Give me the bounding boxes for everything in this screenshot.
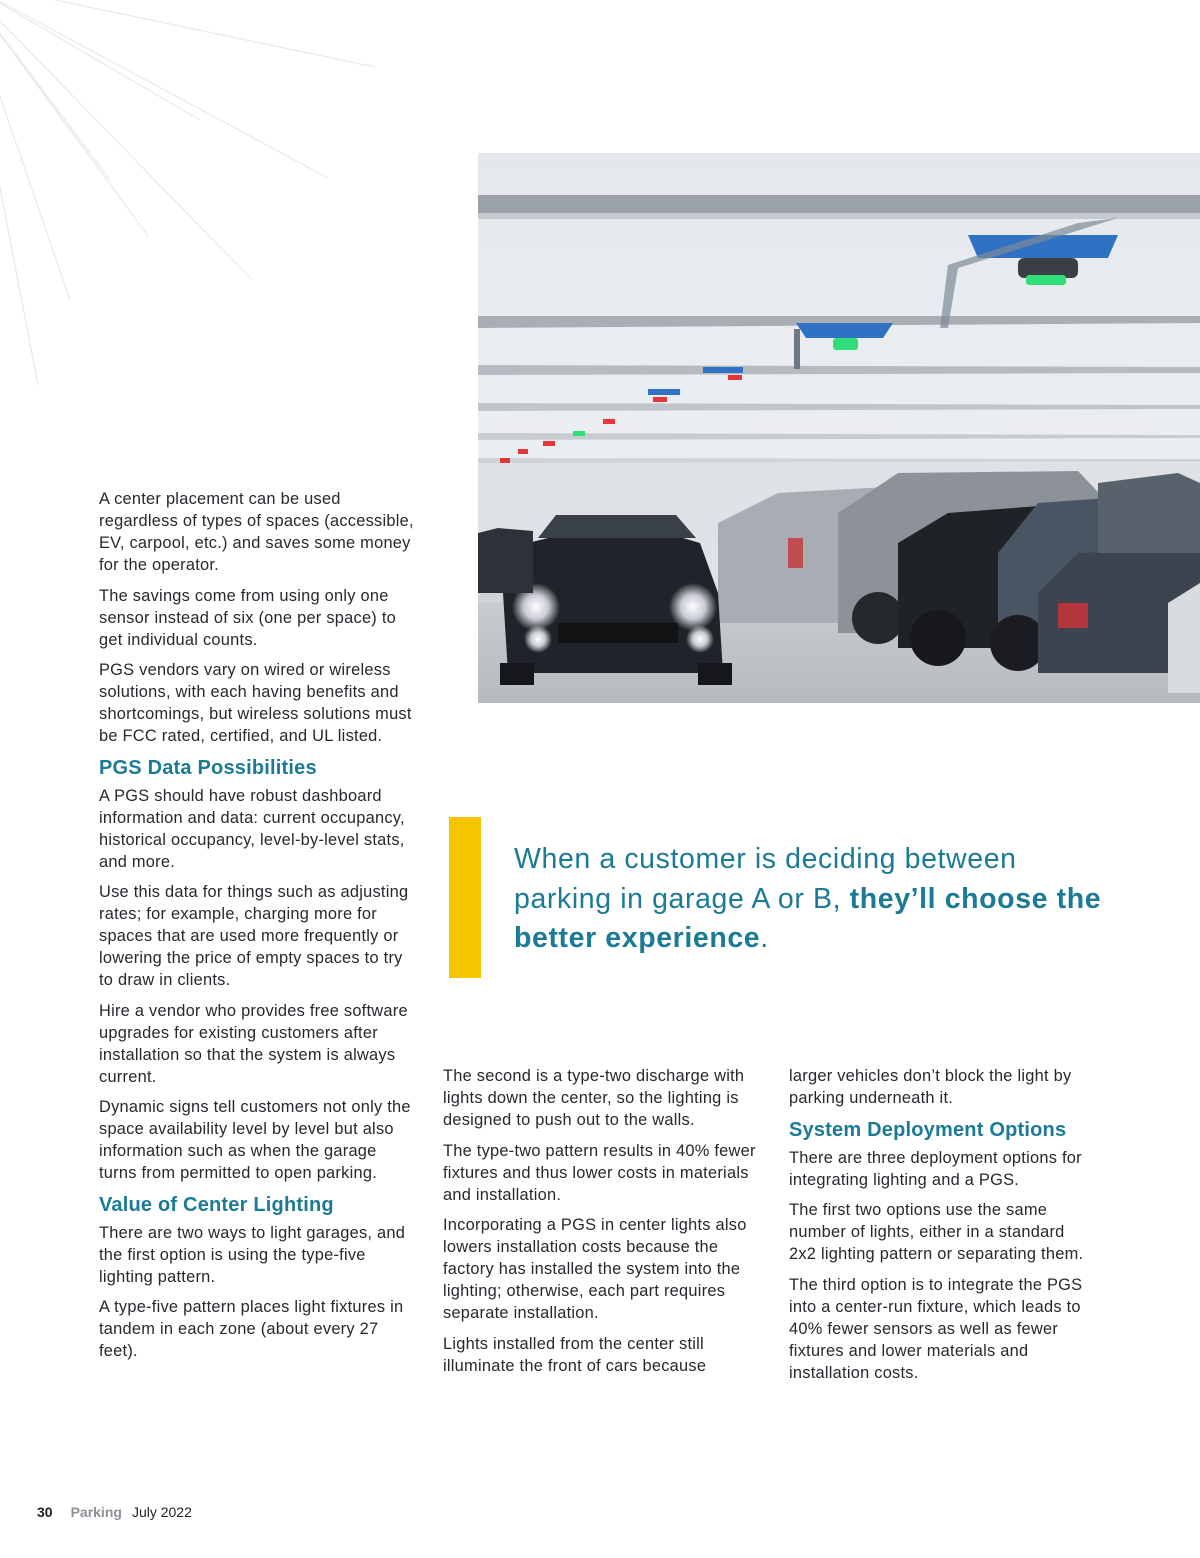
section-heading-deployment: System Deployment Options	[789, 1118, 1067, 1141]
magazine-name: Parking	[70, 1504, 122, 1520]
paragraph: Incorporating a PGS in center lights also lowers installation costs because the factory has installed the system into the lighting; otherwise, each part requires separate installation.	[443, 1216, 747, 1322]
pullquote-text: When a customer is deciding between parking in garage A or B,	[514, 843, 1017, 915]
pullquote	[514, 840, 1114, 959]
parking-garage-photo	[478, 153, 1200, 703]
paragraph: Lights installed from the center still illuminate the front of cars because	[443, 1334, 707, 1375]
paragraph: The first two options use the same number of lights, either in a standard 2x2 lighting pattern or separating them.	[789, 1201, 1084, 1263]
issue-date: July 2022	[131, 1504, 192, 1520]
page-footer	[37, 1502, 192, 1522]
pullquote-accent-bar	[449, 817, 481, 978]
paragraph: The second is a type-two discharge with lights down the center, so the lighting is designed to push out to the walls.	[443, 1067, 745, 1129]
pullquote-emphasis: they’ll choose the better experience	[514, 882, 1102, 954]
paragraph: There are two ways to light garages, and the first option is using the type-five lighting pattern.	[99, 1223, 406, 1286]
left-column	[99, 488, 414, 1371]
paragraph: The third option is to integrate the PGS into a center-run fixture, which leads to 40% fewer sensors as well as fewer fixtures and lower materials and installation costs.	[789, 1275, 1083, 1382]
paragraph: A center placement can be used regardless of types of spaces (accessible, EV, carpool, etc.) and saves some money for the operator.	[99, 490, 414, 574]
paragraph: larger vehicles don’t block the light by parking underneath it.	[789, 1067, 1072, 1107]
decorative-rays	[0, 0, 400, 400]
paragraph: The type-two pattern results in 40% fewer fixtures and thus lower costs in materials and installation.	[443, 1141, 756, 1204]
section-heading-center-lighting: Value of Center Lighting	[99, 1193, 334, 1216]
middle-column	[443, 1065, 761, 1385]
paragraph: Use this data for things such as adjusting rates; for example, charging more for spaces that are used more frequently or lowering the price of empty spaces to try to draw in clients.	[99, 883, 409, 989]
right-column	[789, 1065, 1094, 1392]
paragraph: A PGS should have robust dashboard information and data: current occupancy, historical occupancy, level-by-level stats, and more.	[99, 786, 405, 871]
paragraph: Dynamic signs tell customers not only the space availability level by level but also information such as when the garage turns from permitted to open parking.	[99, 1098, 411, 1182]
paragraph: A type-five pattern places light fixtures in tandem in each zone (about every 27 feet).	[99, 1298, 404, 1360]
paragraph: Hire a vendor who provides free software upgrades for existing customers after installation so that the system is always current.	[99, 1001, 408, 1086]
section-heading-pgs-data: PGS Data Possibilities	[99, 756, 317, 779]
pullquote-end: .	[760, 922, 769, 954]
page-number: 30	[37, 1504, 53, 1520]
paragraph: PGS vendors vary on wired or wireless solutions, with each having benefits and shortcomings, but wireless solutions must be FCC rated, certified, and UL listed.	[99, 661, 412, 745]
paragraph: There are three deployment options for integrating lighting and a PGS.	[789, 1148, 1082, 1189]
paragraph: The savings come from using only one sensor instead of six (one per space) to get individual counts.	[99, 586, 396, 649]
